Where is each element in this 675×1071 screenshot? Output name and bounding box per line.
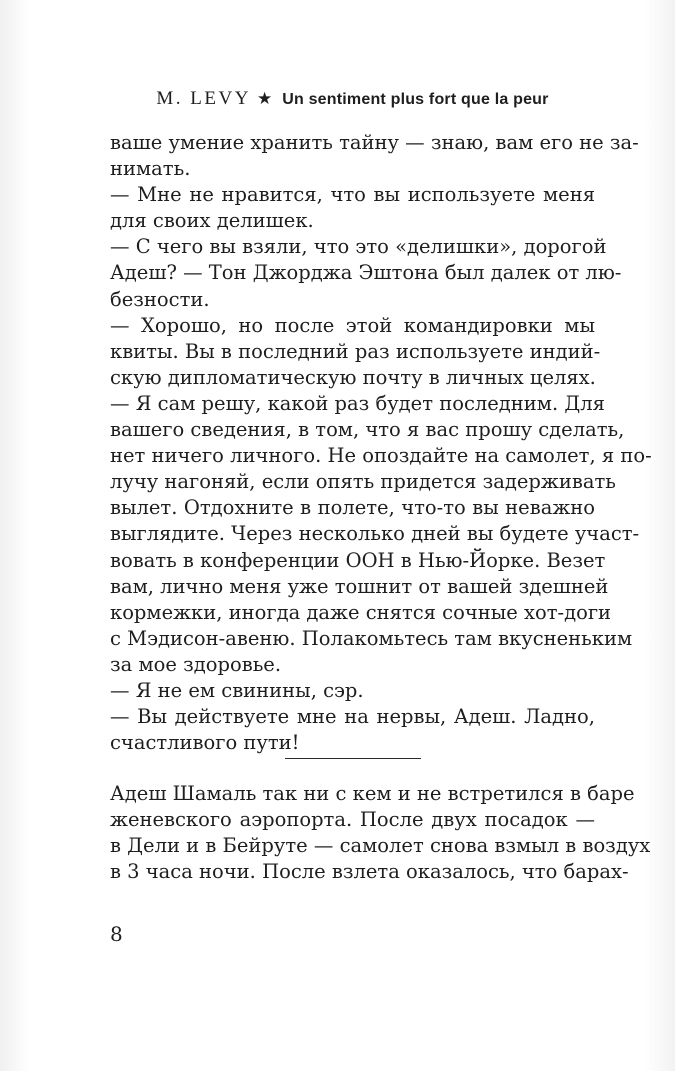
- text-line: — С чего вы взяли, что это «делишки», дорогой: [110, 235, 607, 259]
- text-line: Адеш? — Тон Джорджа Эштона был далек от лю-: [110, 261, 622, 285]
- text-line: в Дели и в Бейруте — самолет снова взмыл в воздух: [110, 834, 651, 858]
- text-line: безности.: [110, 287, 210, 311]
- text-line: вовать в конференции ООН в Нью-Йорке. Везет: [110, 548, 606, 572]
- running-head-author: M. LEVY: [156, 88, 251, 109]
- body-text-top: [110, 130, 652, 756]
- text-line: выглядите. Через несколько дней вы будете участ-: [110, 522, 640, 546]
- text-line: — Я сам решу, какой раз будет последним. Для: [110, 391, 605, 415]
- text-line: за мое здоровье.: [110, 652, 282, 676]
- star-icon: ★: [256, 89, 273, 108]
- text-line: — Я не ем свинины, сэр.: [110, 678, 364, 702]
- text-line: нимать.: [110, 157, 191, 181]
- text-line: лучу нагоняй, если опять придется задерживать: [110, 470, 616, 494]
- text-line: кормежки, иногда даже снятся сочные хот-доги: [110, 600, 612, 624]
- text-line: — Вы действуете мне на нервы, Адеш. Ладно,: [110, 705, 595, 729]
- text-line: для своих делишек.: [110, 209, 314, 233]
- text-line: нет ничего личного. Не опоздайте на самолет, я по-: [110, 444, 652, 468]
- section-divider: [285, 758, 421, 759]
- text-line: скую дипломатическую почту в личных целях.: [110, 365, 596, 389]
- text-line: вылет. Отдохните в полете, что-то вы неважно: [110, 496, 595, 520]
- text-line: ваше умение хранить тайну — знаю, вам его не за-: [110, 131, 639, 154]
- text-line: в 3 часа ночи. После взлета оказалось, что барах-: [110, 860, 629, 884]
- page-number: 8: [110, 922, 123, 946]
- text-line: вам, лично меня уже тошнит от вашей здешней: [110, 574, 609, 598]
- text-line: — Мне не нравится, что вы используете меня: [110, 183, 595, 207]
- text-line: — Хорошо, но после этой командировки мы: [110, 313, 595, 337]
- running-head: [110, 88, 595, 110]
- running-head-title: Un sentiment plus fort que la peur: [282, 91, 549, 108]
- text-line: с Мэдисон-авеню. Полакомьтесь там вкусненьким: [110, 626, 633, 650]
- text-line: женевского аэропорта. После двух посадок —: [110, 808, 595, 832]
- body-text-bottom: [110, 781, 651, 885]
- text-line: квиты. Вы в последний раз используете индий-: [110, 339, 601, 363]
- text-line: Адеш Шамаль так ни с кем и не встретился в баре: [110, 782, 635, 805]
- text-line: вашего сведения, в том, что я вас прошу сделать,: [110, 418, 625, 442]
- text-line: счастливого пути!: [110, 731, 300, 755]
